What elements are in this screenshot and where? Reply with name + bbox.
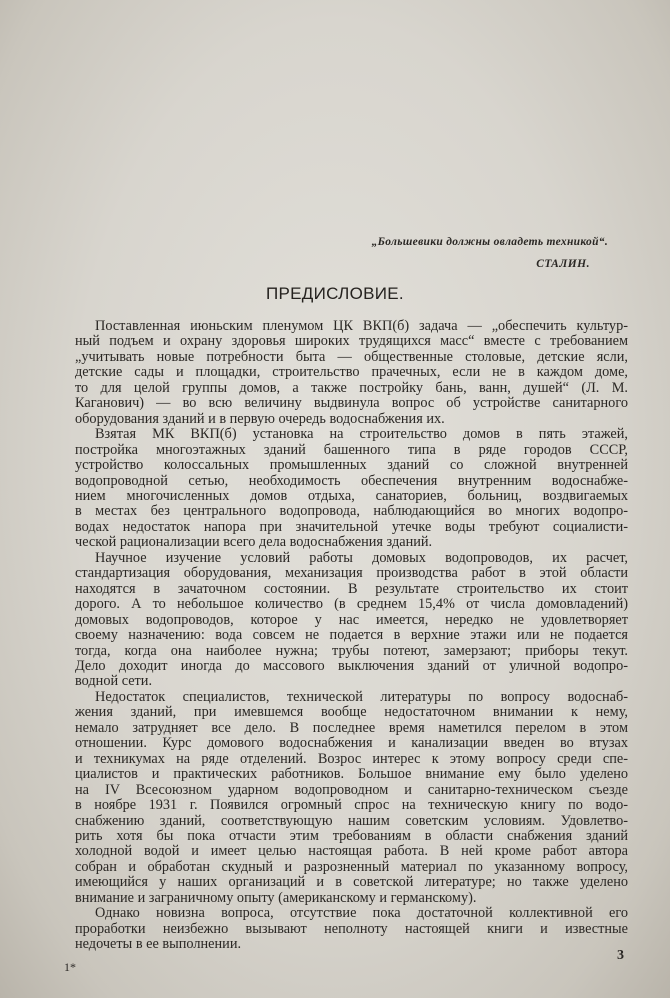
paragraph <box>75 427 628 551</box>
text-line: Взятая МК ВКП(б) установка на строительство домов в пять этажей, <box>95 426 628 443</box>
text-line: в местах без центрального водопровода, наблюдающийся во многих водопро- <box>75 503 628 520</box>
text-line: Недостаток специалистов, технической литературы по вопросу водоснаб- <box>95 688 628 705</box>
text-line: рить хотя бы пока отчасти этим требованиям в области снабжения зданий <box>75 827 628 844</box>
text-line: то для целой группы домов, а также постройку бань, ванн, душей“ (Л. М. <box>75 379 628 396</box>
text-line: детские сады и площадки, строительство прачечных, если не в каждом доме, <box>75 364 628 381</box>
epigraph-quote: „Большевики должны овладеть техникой“. <box>371 236 608 248</box>
text-line: имеющийся у наших организаций и в советской литературе; но также уделено <box>75 874 628 891</box>
text-line: собран и обработан скудный и разрозненный материал по указанному вопросу, <box>75 858 628 875</box>
paragraph <box>75 906 628 952</box>
text-line: Поставленная июньским пленумом ЦК ВКП(б) задача — „обеспечить культур- <box>95 318 628 334</box>
text-line: тогда, когда она наиболее нужна; трубы потеют, замерзают; приборы текут. <box>75 642 628 659</box>
text-line: домовых водопроводов, которое у нас имеется, нередко не удовлетворяет <box>75 611 628 628</box>
paragraph <box>75 551 628 690</box>
text-line: водной сети. <box>75 673 153 690</box>
text-line: жения зданий, при имевшемся вообще недостаточном внимании к нему, <box>75 704 628 721</box>
body-text <box>75 319 628 953</box>
text-line: водах недостаток напора при значительной утечке воды требуют социалисти- <box>75 518 628 535</box>
text-line: и техникумах на ряде отделений. Возрос интерес к этому вопросу среди спе- <box>75 750 628 767</box>
signature-mark: 1* <box>64 960 76 974</box>
text-line: стандартизация оборудования, механизация производства работ в этой области <box>75 565 628 582</box>
paragraph <box>75 690 628 906</box>
text-line: устройство колоссальных промышленных зданий со сложной внутренней <box>75 457 628 474</box>
text-line: циалистов и практических работников. Большое внимание ему было уделено <box>75 766 628 783</box>
text-line: внимание и заграничному опыту (американскому и германскому). <box>75 889 477 906</box>
text-line: ный подъем и охрану здоровья широких трудящихся масс“ вместе с требованием <box>75 333 628 350</box>
text-line: снабжению зданий, соответствующую нашим советским условиям. Удовлетво- <box>75 812 628 829</box>
text-line: оборудования зданий и в первую очередь водоснабжения их. <box>75 410 445 427</box>
page-title: ПРЕДИСЛОВИЕ. <box>266 284 404 303</box>
text-line: постройка многоэтажных зданий башенного типа в ряде городов СССР, <box>75 441 628 458</box>
text-line: водопроводной сетью, необходимость обеспечения внутренним водоснабже- <box>75 472 628 489</box>
text-line: Научное изучение условий работы домовых водопроводов, их расчет, <box>95 549 628 566</box>
text-line: Однако новизна вопроса, отсутствие пока достаточной коллективной его <box>95 905 628 922</box>
text-line: холодной водой и имеет целью настоящая работа. В ней кроме работ автора <box>75 843 628 860</box>
text-line: нием многочисленных домов отдыха, санаториев, больниц, воздвигаемых <box>75 487 628 504</box>
text-line: на IV Всесоюзном ударном водопроводном и санитарно-техническом съезде <box>75 781 628 798</box>
text-line: ческой рационализации всего дела водоснабжения зданий. <box>75 534 433 551</box>
text-line: недочеты в ее выполнении. <box>75 936 242 953</box>
text-line: находятся в зачаточном состоянии. В результате строительство их стоит <box>75 580 628 597</box>
paragraph <box>75 319 628 427</box>
page-number: 3 <box>617 948 624 963</box>
text-line: немало затрудняет все дело. В последнее время наметился перелом в этом <box>75 719 628 736</box>
text-line: проработки неизбежно вызывают неполноту настоящей книги и известные <box>75 920 628 937</box>
text-line: своему назначению: вода совсем не подается в верхние этажи или не подается <box>75 627 628 644</box>
text-line: в ноябре 1931 г. Появился огромный спрос на техническую книгу по водо- <box>75 797 628 814</box>
epigraph-author: СТАЛИН. <box>536 258 590 270</box>
text-line: дорого. А то небольшое количество (в среднем 15,4% от числа домовладений) <box>75 596 628 613</box>
text-line: Каганович) — во всю величину выдвинула вопрос об устройстве санитарного <box>75 395 628 412</box>
text-line: Дело доходит иногда до массового выключения зданий от уличной водопро- <box>75 657 628 674</box>
text-line: „учитывать новые потребности быта — общественные столовые, детские ясли, <box>75 348 628 365</box>
text-line: отношении. Курс домового водоснабжения и канализации введен во втузах <box>75 735 628 752</box>
